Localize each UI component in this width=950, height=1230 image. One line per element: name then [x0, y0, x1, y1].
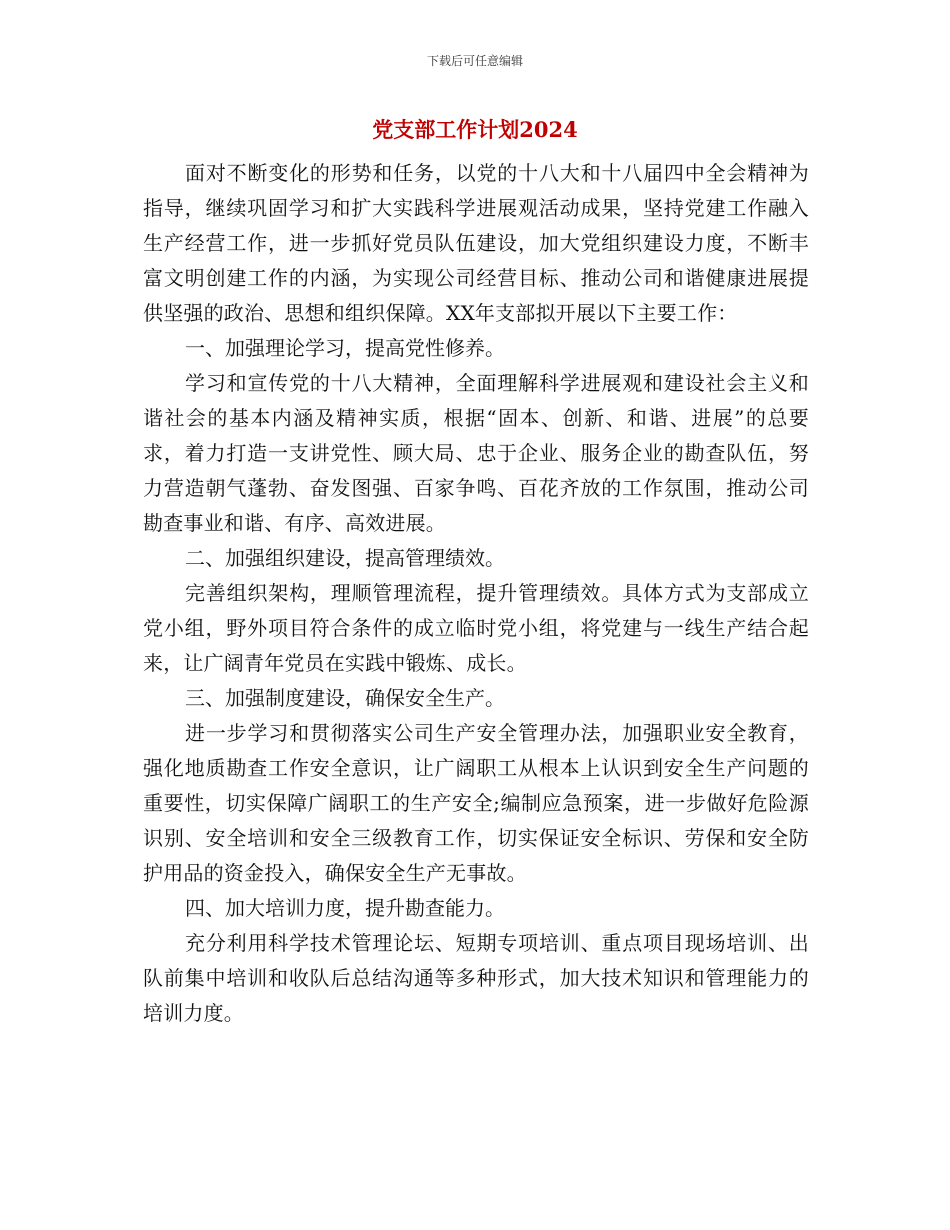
section-heading-2: 二、加强组织建设，提高管理绩效。 [185, 546, 505, 570]
header-note: 下载后可任意编辑 [426, 54, 523, 68]
section-body-1: 学习和宣传党的十八大精神，全面理解科学进展观和建设社会主义和谐社会的基本内涵及精神实质，根据“固本、创新、和谐、进展”的总要求，着力打造一支讲党性、顾大局、忠于企业、服务企业的勘查队伍，努力营造朝气蓬勃、奋发图强、百家争鸣、百花齐放的工作氛围，推动公司勘查事业和谐、有序、高效进展。 [143, 371, 809, 535]
document-title: 党支部工作计划2024 [372, 117, 578, 142]
section-body-2: 完善组织架构，理顺管理流程，提升管理绩效。具体方式为支部成立党小组，野外项目符合条件的成立临时党小组，将党建与一线生产结合起来，让广阔青年党员在实践中锻炼、成长。 [143, 581, 809, 675]
section-heading-1: 一、加强理论学习，提高党性修养。 [185, 336, 505, 360]
section-body-4: 充分利用科学技术管理论坛、短期专项培训、重点项目现场培训、出队前集中培训和收队后总结沟通等多种形式，加大技术知识和管理能力的培训力度。 [143, 931, 809, 1025]
intro-paragraph: 面对不断变化的形势和任务，以党的十八大和十八届四中全会精神为指导，继续巩固学习和扩大实践科学进展观活动成果，坚持党建工作融入生产经营工作，进一步抓好党员队伍建设，加大党组织建设力度，不断丰富文明创建工作的内涵，为实现公司经营目标、推动公司和谐健康进展提供坚强的政治、思想和组织保障。XX年支部拟开展以下主要工作： [143, 161, 809, 325]
document-body [143, 156, 809, 1031]
section-heading-3: 三、加强制度建设，确保安全生产。 [185, 686, 505, 710]
section-heading-4: 四、加大培训力度，提升勘查能力。 [185, 896, 505, 920]
section-body-3: 进一步学习和贯彻落实公司生产安全管理办法，加强职业安全教育，强化地质勘查工作安全意识，让广阔职工从根本上认识到安全生产问题的重要性，切实保障广阔职工的生产安全;编制应急预案，进一步做好危险源识别、安全培训和安全三级教育工作，切实保证安全标识、劳保和安全防护用品的资金投入，确保安全生产无事故。 [143, 721, 809, 885]
